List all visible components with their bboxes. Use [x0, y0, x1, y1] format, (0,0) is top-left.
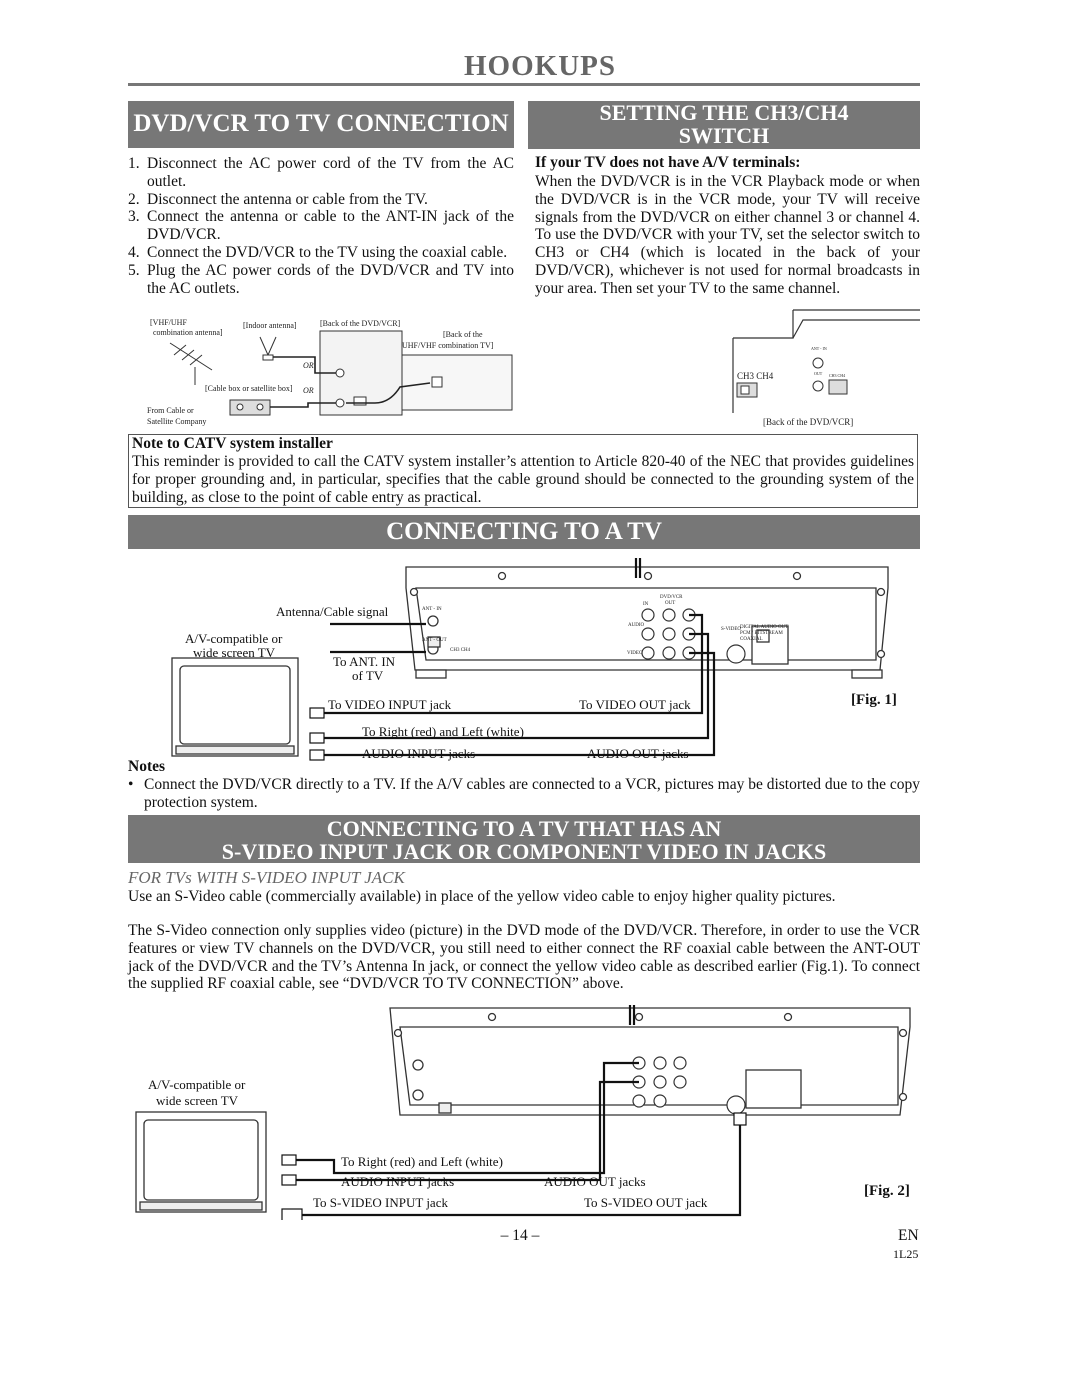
dvd-tv-steps — [128, 155, 514, 297]
svideo-heading-line1: CONNECTING TO A TV THAT HAS AN — [326, 816, 722, 841]
catv-note-title: Note to CATV system installer — [132, 435, 333, 452]
ant-in-small-label: ANT - IN — [811, 346, 827, 351]
back-of-the-label: [Back of the — [443, 330, 483, 339]
ch3ch4-switch-diagram — [725, 308, 921, 430]
back-dvdvcr-label: [Back of the DVD/VCR] — [763, 417, 854, 427]
panel-ant-out-label: ANT - OUT — [422, 638, 447, 643]
note-item: • Connect the DVD/VCR directly to a TV. If the A/V cables are connected to a VCR, pictures may be distorted due to the copy protection system. — [128, 776, 920, 811]
ch3ch4-heading-line1: SETTING THE CH3/CH4 — [599, 100, 849, 125]
antenna-signal-label: Antenna/Cable signal — [276, 604, 389, 619]
svideo-connection-diagram — [134, 1005, 920, 1220]
panel-coaxial-label: COAXIAL — [740, 637, 763, 642]
av-tv-label: A/V-compatible or — [185, 631, 283, 646]
out-small-label: OUT — [814, 371, 823, 376]
dvdvcr-rear-panel-icon — [390, 1008, 910, 1115]
av-compatible-tv-icon — [172, 658, 298, 756]
fig2-label: [Fig. 2] — [864, 1183, 910, 1199]
bullet: • — [128, 776, 134, 793]
to-video-input-label: To VIDEO INPUT jack — [328, 697, 452, 712]
audio-input-label: AUDIO INPUT jacks — [341, 1174, 455, 1189]
audio-input-label: AUDIO INPUT jacks — [362, 746, 476, 761]
or-label: OR — [303, 386, 314, 395]
step-item: 3. Connect the antenna or cable to the ANT-IN jack of the DVD/VCR. — [128, 208, 514, 244]
svideo-heading-line2: S-VIDEO INPUT JACK OR COMPONENT VIDEO IN JACKS — [221, 839, 827, 865]
panel-ant-in-label: ANT - IN — [422, 607, 442, 612]
panel-pcm-label: PCM / BITSTREAM — [740, 631, 783, 636]
ch3ch4-body: When the DVD/VCR is in the VCR Playback mode or when the DVD/VCR is in the VCR mode, your TV will receive signals from the DVD/VCR on either channel 3 or channel 4. To use the DVD/VCR with your TV, set the selector switch to CH3 or CH4 (which is located in the back of your DVD/VCR), whichever is not used for normal broadcasts in your area. Then set your TV to the same channel. — [535, 173, 920, 297]
vhf-uhf-antenna-icon — [170, 343, 212, 385]
to-right-left-label: To Right (red) and Left (white) — [341, 1154, 503, 1169]
or-label: OR — [303, 361, 314, 370]
av-tv-label: wide screen TV — [193, 645, 276, 660]
av-tv-label: A/V-compatible or — [148, 1077, 246, 1092]
step-item: 4. Connect the DVD/VCR to the TV using the coaxial cable. — [128, 243, 508, 261]
panel-ch-label: CH3 CH4 — [450, 648, 471, 653]
step-item: 2. Disconnect the antenna or cable from the TV. — [128, 190, 428, 208]
cable-box-icon — [230, 400, 270, 415]
dvdvcr-rear-panel-icon — [406, 567, 888, 678]
svideo-para1: Use an S-Video cable (commercially available) in place of the yellow video cable to enjoy higher quality pictures. — [128, 888, 836, 905]
doc-code: 1L25 — [893, 1247, 919, 1261]
to-ant-in-label: To ANT. IN — [333, 654, 396, 669]
cable-box-label: [Cable box or satellite box] — [205, 384, 293, 393]
fig1-label: [Fig. 1] — [851, 692, 897, 708]
ant-in-jack-icon — [813, 358, 823, 368]
uhf-vhf-tv-icon — [402, 355, 512, 410]
step-item: 5. Plug the AC power cords of the DVD/VCR and TV into the AC outlets. — [128, 261, 514, 297]
page-number: – 14 – — [500, 1227, 540, 1244]
catv-note — [128, 434, 918, 508]
of-tv-label: of TV — [352, 668, 384, 683]
uhf-vhf-tv-label: UHF/VHF combination TV] — [402, 341, 494, 350]
step-item: 1. Disconnect the AC power cord of the TV from the AC outlet. — [128, 155, 514, 190]
switch-label: CH3 CH4 — [737, 371, 774, 381]
page-title: HOOKUPS — [463, 50, 616, 82]
language-label: EN — [898, 1227, 919, 1244]
connecting-tv-heading: CONNECTING TO A TV — [128, 515, 920, 549]
svideo-heading — [128, 815, 920, 863]
indoor-antenna-label: [Indoor antenna] — [243, 321, 297, 330]
ch3ch4-heading — [528, 101, 920, 149]
to-right-left-label: To Right (red) and Left (white) — [362, 724, 524, 739]
ch3ch4-heading-line2: SWITCH — [678, 123, 770, 149]
panel-in-label: IN — [643, 602, 649, 607]
panel-out-label: OUT — [665, 601, 676, 606]
catv-note-body: This reminder is provided to call the CATV system installer’s attention to Article 820-40 of the NEC that provides guidelines for proper grounding and, in particular, specifies that the cable ground should be connected to the grounding system of the building, as close to the point of cable entry as practical. — [132, 453, 914, 506]
dvd-tv-heading: DVD/VCR TO TV CONNECTION — [128, 101, 514, 148]
av-compatible-tv-icon — [136, 1112, 266, 1212]
ant-out-jack-icon — [813, 381, 823, 391]
panel-dvdvcr-label: DVD/VCR — [660, 595, 683, 600]
to-svideo-out-label: To S-VIDEO OUT jack — [584, 1195, 708, 1210]
svideo-para2: The S-Video connection only supplies video (picture) in the DVD mode of the DVD/VCR. Therefore, in order to use the VCR features or view TV channels on the DVD/VCR, you still need to either connect the RF coaxial cable between the ANT-OUT jack of the DVD/VCR and the TV’s Antenna In jack, or connect the yellow video cable as described earlier (Fig.1). To connect the supplied RF coaxial cable, see “DVD/VCR TO TV CONNECTION” above. — [128, 922, 920, 993]
dvd-tv-connection-diagram — [140, 315, 520, 433]
audio-out-label: AUDIO OUT jacks — [544, 1174, 646, 1189]
audio-out-label: AUDIO OUT jacks — [587, 746, 689, 761]
ch-small-label: CH3 CH4 — [829, 373, 846, 378]
title-rule — [128, 83, 920, 86]
satellite-company-label: Satellite Company — [147, 417, 207, 426]
combination-antenna-label: combination antenna] — [153, 328, 223, 337]
notes-title: Notes — [128, 758, 166, 775]
svideo-subheading: FOR TVs WITH S-VIDEO INPUT JACK — [128, 868, 405, 887]
panel-video-label: VIDEO — [627, 651, 643, 656]
plug-icon — [310, 708, 324, 760]
to-svideo-input-label: To S-VIDEO INPUT jack — [313, 1195, 448, 1210]
back-dvdvcr-label: [Back of the DVD/VCR] — [320, 319, 401, 328]
connecting-tv-diagram — [170, 558, 930, 768]
vhf-uhf-label: [VHF/UHF — [150, 318, 187, 327]
ch3ch4-subheading: If your TV does not have A/V terminals: — [535, 154, 801, 171]
panel-svideo-label: S-VIDEO — [721, 627, 741, 632]
av-tv-label: wide screen TV — [156, 1093, 239, 1108]
to-video-out-label: To VIDEO OUT jack — [579, 697, 691, 712]
panel-digital-label: DIGITAL AUDIO OUT — [740, 625, 789, 630]
panel-audio-label: AUDIO — [628, 623, 645, 628]
from-cable-label: From Cable or — [147, 406, 194, 415]
